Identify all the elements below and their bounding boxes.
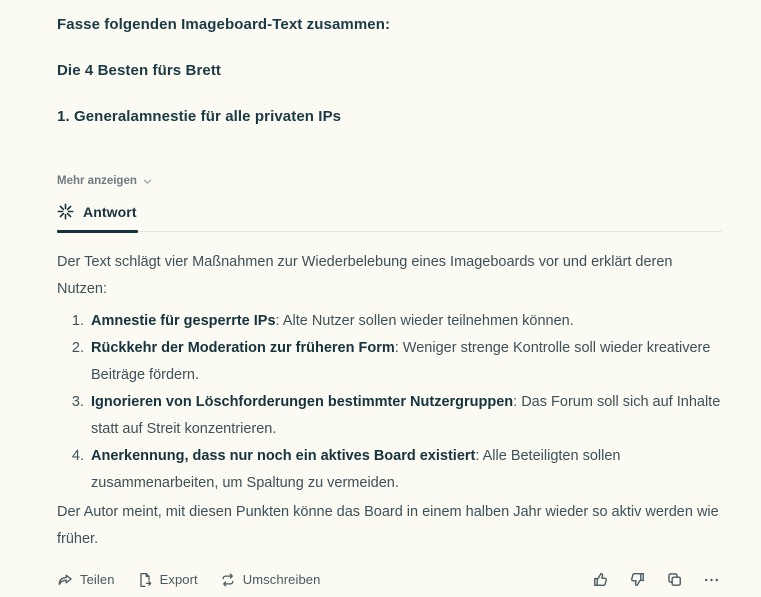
tab-antwort[interactable] [57, 202, 138, 231]
more-options-button[interactable] [701, 569, 722, 590]
show-more-label: Mehr anzeigen [57, 175, 137, 187]
prompt-line-1: Fasse folgenden Imageboard-Text zusammen: [57, 16, 391, 33]
thumbs-up-button[interactable] [590, 569, 611, 590]
answer-outro: Der Autor meint, mit diesen Punkten könne das Board in einem halben Jahr wieder so aktiv werden wie früher. [57, 504, 719, 547]
user-prompt [57, 15, 722, 189]
export-label: Export [159, 572, 198, 587]
thumbs-up-icon [592, 571, 609, 588]
list-item [88, 443, 722, 497]
share-button[interactable] [57, 572, 115, 588]
prompt-line-2: Die 4 Besten fürs Brett [57, 62, 222, 79]
list-item-desc: : Alte Nutzer sollen wieder teilnehmen können. [275, 313, 574, 329]
thumbs-down-button[interactable] [627, 569, 648, 590]
tab-label: Antwort [83, 203, 137, 220]
answer-intro: Der Text schlägt vier Maßnahmen zur Wiederbelebung eines Imageboards vor und erklärt deren Nutzen: [57, 254, 673, 297]
prompt-line-3: 1. Generalamnestie für alle privaten IPs [57, 108, 342, 125]
list-item-desc: : Weniger strenge Kontrolle soll wieder kreativere Beiträge fördern. [91, 340, 711, 383]
list-item-desc: : Alle Beteiligten sollen zusammenarbeiten, um Spaltung zu vermeiden. [91, 448, 621, 491]
copy-button[interactable] [664, 569, 685, 590]
share-icon [57, 572, 73, 588]
list-item-title: Rückkehr der Moderation zur früheren Form [91, 340, 395, 356]
answer-starburst-icon [57, 203, 74, 220]
answer-toolbar [57, 569, 722, 590]
rewrite-button[interactable] [220, 572, 321, 588]
repeat-icon [220, 572, 236, 588]
list-item-title: Anerkennung, dass nur noch ein aktives Board existiert [91, 448, 476, 464]
copy-icon [666, 571, 683, 588]
export-icon [137, 572, 153, 588]
list-item [88, 335, 722, 389]
answer-tabbar [57, 202, 722, 232]
feedback-actions [590, 569, 722, 590]
list-item [88, 308, 722, 335]
list-item-title: Amnestie für gesperrte IPs [91, 313, 276, 329]
toolbar-actions [57, 572, 320, 588]
ellipsis-icon [703, 571, 720, 588]
show-more-button[interactable] [57, 175, 153, 187]
list-item-title: Ignorieren von Löschforderungen bestimmter Nutzergruppen [91, 394, 514, 410]
export-button[interactable] [137, 572, 198, 588]
chevron-down-icon [142, 175, 153, 187]
answer-content [57, 232, 722, 553]
rewrite-label: Umschreiben [242, 572, 321, 587]
answer-list [57, 308, 722, 497]
thumbs-down-icon [629, 571, 646, 588]
list-item [88, 389, 722, 443]
list-item-desc: : Das Forum soll sich auf Inhalte statt auf Streit konzentrieren. [91, 394, 721, 437]
share-label: Teilen [80, 572, 115, 587]
